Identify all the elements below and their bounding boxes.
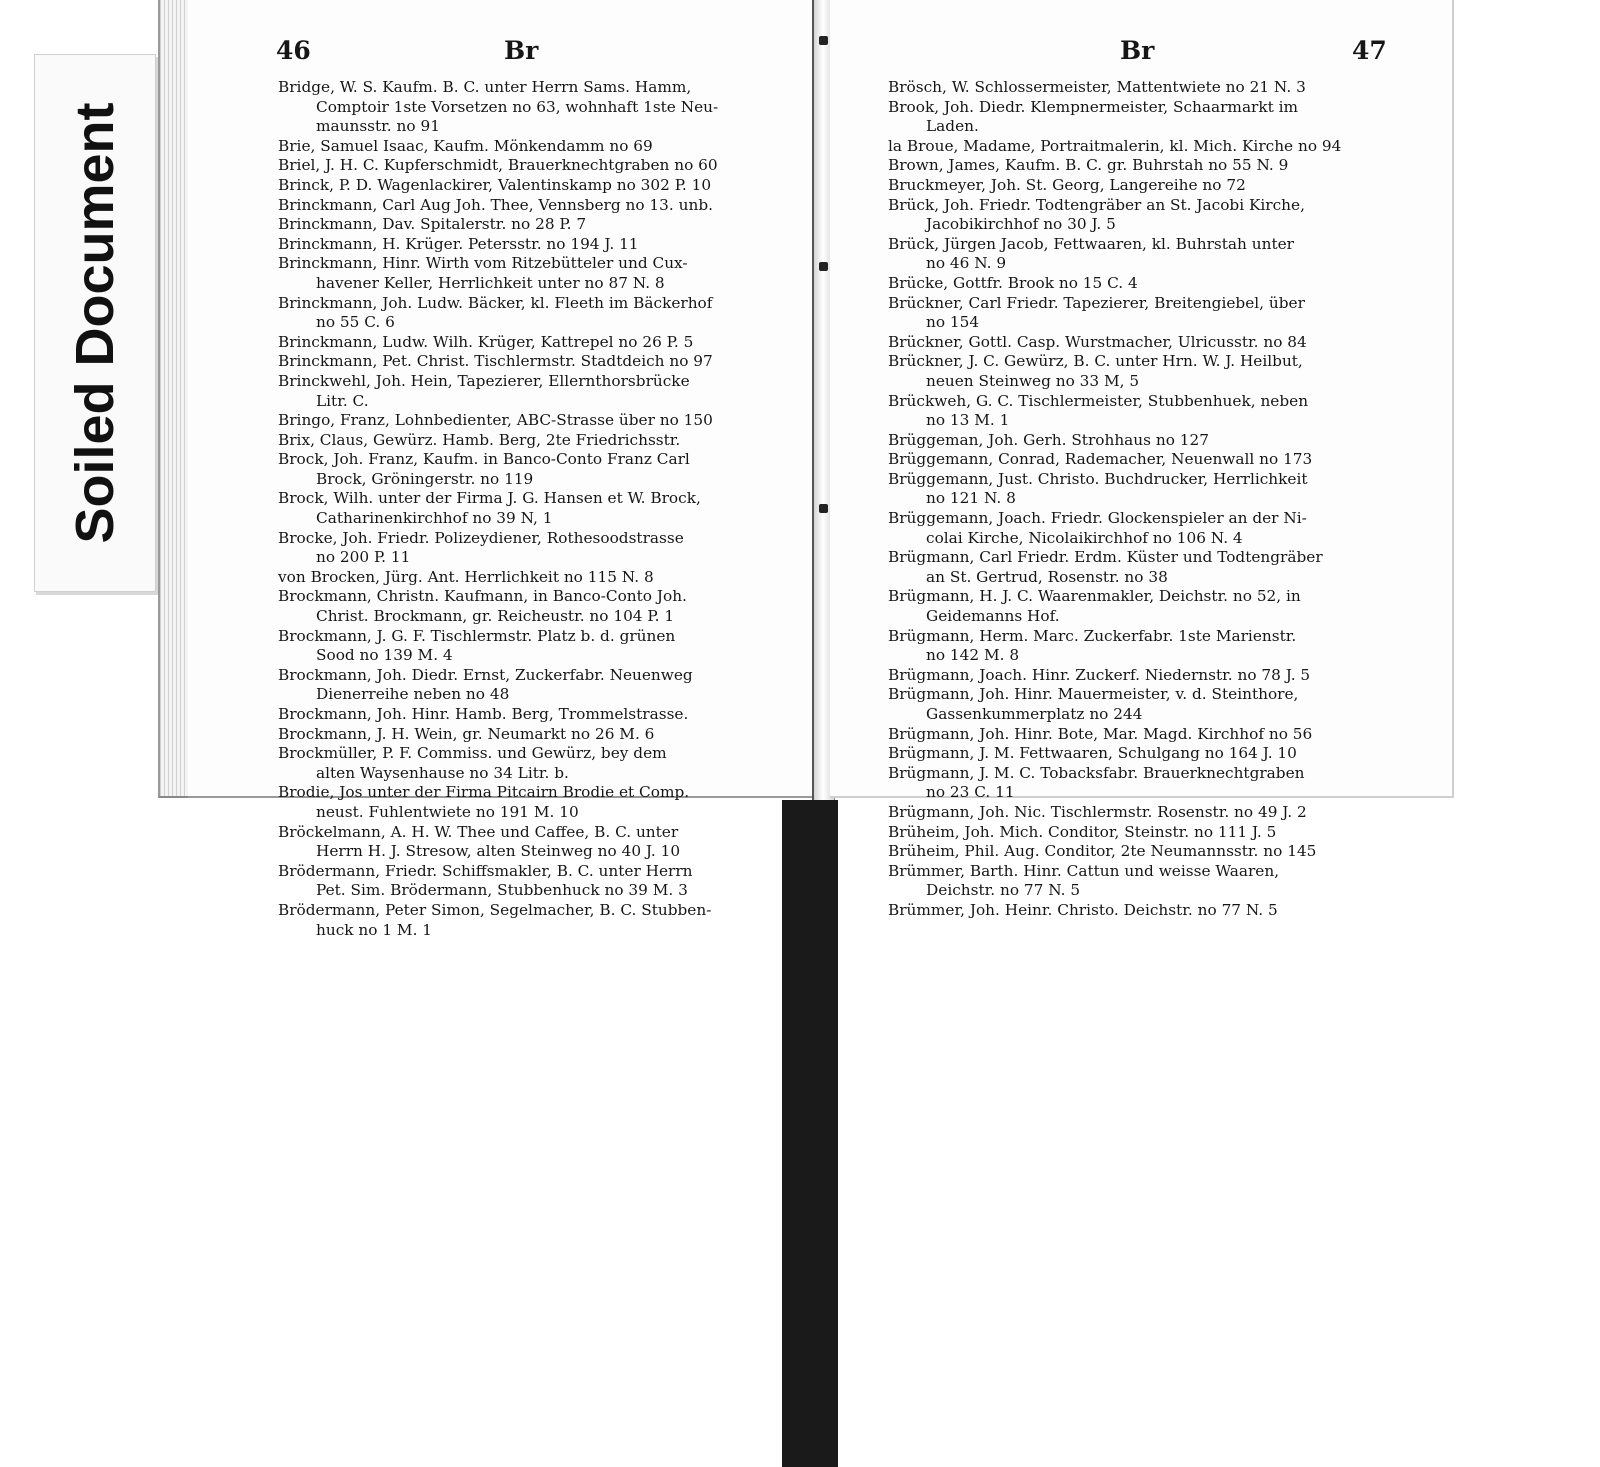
entry-continuation: no 23 C. 11: [926, 783, 1015, 802]
right-page-header: [830, 36, 1452, 70]
entry-line: Brödermann, Friedr. Schiffsmakler, B. C. unter Herrn: [278, 861, 693, 880]
entry-line: Brügmann, J. M. C. Tobacksfabr. Brauerknechtgraben: [888, 763, 1305, 782]
directory-entry: [278, 156, 798, 176]
entry-continuation: Dienerreihe neben no 48: [316, 685, 510, 704]
entry-continuation: Jacobikirchhof no 30 J. 5: [926, 215, 1116, 234]
entry-continuation: Catharinenkirchhof no 39 N, 1: [316, 509, 553, 528]
entry-line: Brown, James, Kaufm. B. C. gr. Buhrstah no 55 N. 9: [888, 156, 1289, 175]
left-running-head: Br: [504, 36, 539, 65]
entry-continuation: Herrn H. J. Stresow, alten Steinweg no 40 J. 10: [316, 842, 681, 861]
directory-entry: [888, 431, 1418, 451]
stamp-text: Soiled Document: [65, 102, 125, 544]
entry-continuation: Pet. Sim. Brödermann, Stubbenhuck no 39 M. 3: [316, 881, 688, 900]
entry-continuation: Geidemanns Hof.: [926, 607, 1060, 626]
bookmark-ribbon: [782, 800, 838, 1467]
entry-line: Brückner, J. C. Gewürz, B. C. unter Hrn. W. J. Heilbut,: [888, 352, 1303, 371]
right-page: [830, 0, 1454, 919]
entry-line: Brockmann, J. G. F. Tischlermstr. Platz b. d. grünen: [278, 626, 676, 645]
entry-line: Brodie, Jos unter der Firma Pitcairn Brodie et Comp.: [278, 783, 690, 802]
left-entry-list: [278, 78, 798, 940]
entry-line: Brinckmann, Pet. Christ. Tischlermstr. Stadtdeich no 97: [278, 352, 713, 371]
directory-entry: [888, 901, 1418, 921]
entry-line: Bruckmeyer, Joh. St. Georg, Langereihe no 72: [888, 175, 1246, 194]
entry-continuation: Christ. Brockmann, gr. Reicheustr. no 104 P. 1: [316, 607, 675, 626]
directory-entry: [278, 294, 798, 333]
entry-line: Brückner, Carl Friedr. Tapezierer, Breitengiebel, über: [888, 293, 1305, 312]
directory-entry: [278, 176, 798, 196]
entry-line: Brösch, W. Schlossermeister, Mattentwiete no 21 N. 3: [888, 78, 1306, 96]
directory-entry: [888, 333, 1418, 353]
directory-entry: [888, 98, 1418, 137]
entry-continuation: colai Kirche, Nicolaikirchhof no 106 N. 4: [926, 528, 1243, 547]
left-page-header: [188, 36, 816, 70]
directory-entry: [888, 803, 1418, 823]
entry-line: Brook, Joh. Diedr. Klempnermeister, Schaarmarkt im: [888, 97, 1299, 116]
right-page-number: 47: [1352, 36, 1387, 65]
directory-entry: [278, 705, 798, 725]
entry-continuation: neust. Fuhlentwiete no 191 M. 10: [316, 802, 579, 821]
entry-line: Brümmer, Joh. Heinr. Christo. Deichstr. no 77 N. 5: [888, 900, 1278, 919]
entry-line: Brinck, P. D. Wagenlackirer, Valentinskamp no 302 P. 10: [278, 175, 712, 194]
entry-line: Brockmann, Joh. Diedr. Ernst, Zuckerfabr. Neuenweg: [278, 665, 693, 684]
directory-entry: [888, 176, 1418, 196]
directory-entry: [888, 685, 1418, 724]
soiled-document-stamp: [34, 54, 156, 592]
entry-line: la Broue, Madame, Portraitmalerin, kl. Mich. Kirche no 94: [888, 136, 1342, 155]
directory-entry: [278, 587, 798, 626]
entry-line: Brinckwehl, Joh. Hein, Tapezierer, Ellernthorsbrücke: [278, 371, 690, 390]
entry-line: Brücke, Gottfr. Brook no 15 C. 4: [888, 273, 1138, 292]
directory-entry: [888, 744, 1418, 764]
entry-line: Brix, Claus, Gewürz. Hamb. Berg, 2te Friedrichsstr.: [278, 430, 681, 449]
entry-line: Brück, Joh. Friedr. Todtengräber an St. Jacobi Kirche,: [888, 195, 1305, 214]
entry-line: Brinckmann, H. Krüger. Petersstr. no 194 J. 11: [278, 234, 639, 253]
directory-entry: [278, 137, 798, 157]
entry-continuation: no 200 P. 11: [316, 548, 411, 567]
entry-line: Briel, J. H. C. Kupferschmidt, Brauerknechtgraben no 60: [278, 156, 718, 175]
directory-entry: [888, 548, 1418, 587]
directory-entry: [278, 215, 798, 235]
entry-line: Brockmüller, P. F. Commiss. und Gewürz, bey dem: [278, 744, 667, 763]
directory-entry: [278, 666, 798, 705]
directory-entry: [278, 862, 798, 901]
directory-entry: [278, 744, 798, 783]
entry-line: Brüggemann, Just. Christo. Buchdrucker, Herrlichkeit: [888, 469, 1308, 488]
entry-line: Brinckmann, Ludw. Wilh. Krüger, Kattrepel no 26 P. 5: [278, 332, 694, 351]
directory-entry: [278, 78, 798, 137]
entry-line: Brinckmann, Carl Aug Joh. Thee, Vennsberg no 13. unb.: [278, 195, 713, 214]
directory-entry: [278, 627, 798, 666]
directory-entry: [278, 568, 798, 588]
entry-continuation: no 154: [926, 313, 980, 332]
directory-entry: [278, 431, 798, 451]
directory-entry: [888, 352, 1418, 391]
entry-continuation: no 46 N. 9: [926, 254, 1007, 273]
directory-entry: [888, 294, 1418, 333]
entry-continuation: Laden.: [926, 117, 979, 136]
directory-entry: [888, 587, 1418, 626]
directory-entry: [888, 764, 1418, 803]
entry-continuation: no 13 M. 1: [926, 411, 1010, 430]
entry-line: Brüheim, Joh. Mich. Conditor, Steinstr. no 111 J. 5: [888, 822, 1277, 841]
directory-entry: [888, 823, 1418, 843]
gutter-thread-mark: [819, 504, 828, 513]
entry-continuation: Deichstr. no 77 N. 5: [926, 881, 1081, 900]
directory-entry: [278, 489, 798, 528]
directory-entry: [278, 529, 798, 568]
entry-continuation: no 55 C. 6: [316, 313, 395, 332]
entry-line: Brock, Wilh. unter der Firma J. G. Hansen et W. Brock,: [278, 489, 701, 508]
entry-line: Brinckmann, Joh. Ludw. Bäcker, kl. Fleeth im Bäckerhof: [278, 293, 713, 312]
directory-entry: [888, 274, 1418, 294]
directory-entry: [888, 392, 1418, 431]
entry-line: Brockmann, Christn. Kaufmann, in Banco-Conto Joh.: [278, 587, 687, 606]
directory-entry: [278, 725, 798, 745]
directory-entry: [888, 137, 1418, 157]
entry-line: Brügmann, Joh. Hinr. Bote, Mar. Magd. Kirchhof no 56: [888, 724, 1313, 743]
right-entry-list: [888, 78, 1418, 921]
entry-line: von Brocken, Jürg. Ant. Herrlichkeit no 115 N. 8: [278, 567, 654, 586]
gutter-thread-mark: [819, 262, 828, 271]
entry-continuation: no 142 M. 8: [926, 646, 1020, 665]
entry-line: Brügmann, J. M. Fettwaaren, Schulgang no 164 J. 10: [888, 744, 1297, 763]
entry-line: Brügmann, Joh. Nic. Tischlermstr. Rosenstr. no 49 J. 2: [888, 802, 1307, 821]
directory-entry: [888, 509, 1418, 548]
directory-entry: [888, 235, 1418, 274]
entry-line: Brüheim, Phil. Aug. Conditor, 2te Neumannsstr. no 145: [888, 842, 1317, 861]
gutter-thread-mark: [819, 36, 828, 45]
entry-line: Brügmann, Joh. Hinr. Mauermeister, v. d. Steinthore,: [888, 685, 1299, 704]
entry-continuation: Brock, Gröningerstr. no 119: [316, 469, 534, 488]
directory-entry: [278, 901, 798, 940]
entry-line: Bridge, W. S. Kaufm. B. C. unter Herrn Sams. Hamm,: [278, 78, 692, 96]
entry-continuation: Comptoir 1ste Vorsetzen no 63, wohnhaft 1ste Neu-: [316, 97, 719, 116]
entry-line: Brie, Samuel Isaac, Kaufm. Mönkendamm no 69: [278, 136, 653, 155]
directory-entry: [888, 862, 1418, 901]
directory-entry: [888, 156, 1418, 176]
directory-entry: [888, 666, 1418, 686]
entry-continuation: Sood no 139 M. 4: [316, 646, 453, 665]
directory-entry: [278, 411, 798, 431]
directory-entry: [278, 333, 798, 353]
entry-line: Brock, Joh. Franz, Kaufm. in Banco-Conto Franz Carl: [278, 450, 690, 469]
directory-entry: [888, 450, 1418, 470]
left-page: [188, 0, 816, 939]
directory-entry: [278, 196, 798, 216]
entry-continuation: huck no 1 M. 1: [316, 920, 433, 939]
entry-line: Bröckelmann, A. H. W. Thee und Caffee, B. C. unter: [278, 822, 679, 841]
book-page-edges: [158, 0, 190, 798]
directory-entry: [888, 725, 1418, 745]
directory-entry: [278, 450, 798, 489]
entry-line: Brinckmann, Hinr. Wirth vom Ritzebütteler und Cux-: [278, 254, 688, 273]
entry-line: Brüggeman, Joh. Gerh. Strohhaus no 127: [888, 430, 1209, 449]
entry-continuation: havener Keller, Herrlichkeit unter no 87 N. 8: [316, 273, 665, 292]
directory-entry: [278, 254, 798, 293]
entry-line: Brückner, Gottl. Casp. Wurstmacher, Ulricusstr. no 84: [888, 332, 1307, 351]
directory-entry: [888, 196, 1418, 235]
directory-entry: [278, 372, 798, 411]
entry-continuation: no 121 N. 8: [926, 489, 1016, 508]
directory-entry: [278, 783, 798, 822]
directory-entry: [888, 627, 1418, 666]
entry-line: Brügmann, Herm. Marc. Zuckerfabr. 1ste Marienstr.: [888, 626, 1297, 645]
directory-entry: [888, 78, 1418, 98]
entry-continuation: Litr. C.: [316, 391, 369, 410]
entry-line: Brümmer, Barth. Hinr. Cattun und weisse Waaren,: [888, 861, 1280, 880]
entry-line: Brödermann, Peter Simon, Segelmacher, B. C. Stubben-: [278, 900, 712, 919]
directory-entry: [888, 842, 1418, 862]
directory-entry: [888, 470, 1418, 509]
entry-continuation: maunsstr. no 91: [316, 117, 440, 136]
entry-line: Brückweh, G. C. Tischlermeister, Stubbenhuek, neben: [888, 391, 1309, 410]
entry-line: Brüggemann, Conrad, Rademacher, Neuenwall no 173: [888, 450, 1313, 469]
directory-entry: [278, 352, 798, 372]
entry-line: Brocke, Joh. Friedr. Polizeydiener, Rothesoodstrasse: [278, 528, 684, 547]
entry-line: Brügmann, Carl Friedr. Erdm. Küster und Todtengräber: [888, 548, 1323, 567]
directory-entry: [278, 823, 798, 862]
entry-line: Brockmann, Joh. Hinr. Hamb. Berg, Trommelstrasse.: [278, 705, 689, 723]
entry-line: Brockmann, J. H. Wein, gr. Neumarkt no 26 M. 6: [278, 724, 655, 743]
entry-continuation: an St. Gertrud, Rosenstr. no 38: [926, 567, 1168, 586]
entry-line: Brüggemann, Joach. Friedr. Glockenspieler an der Ni-: [888, 509, 1307, 528]
entry-line: Brügmann, Joach. Hinr. Zuckerf. Niedernstr. no 78 J. 5: [888, 665, 1311, 684]
entry-line: Bringo, Franz, Lohnbedienter, ABC-Strasse über no 150: [278, 411, 713, 430]
entry-continuation: alten Waysenhause no 34 Litr. b.: [316, 763, 569, 782]
entry-continuation: neuen Steinweg no 33 M, 5: [926, 371, 1140, 390]
entry-continuation: Gassenkummerplatz no 244: [926, 705, 1143, 723]
entry-line: Brügmann, H. J. C. Waarenmakler, Deichstr. no 52, in: [888, 587, 1301, 606]
entry-line: Brück, Jürgen Jacob, Fettwaaren, kl. Buhrstah unter: [888, 234, 1294, 253]
entry-line: Brinckmann, Dav. Spitalerstr. no 28 P. 7: [278, 215, 587, 234]
left-page-number: 46: [276, 36, 311, 65]
directory-entry: [278, 235, 798, 255]
right-running-head: Br: [1120, 36, 1155, 65]
